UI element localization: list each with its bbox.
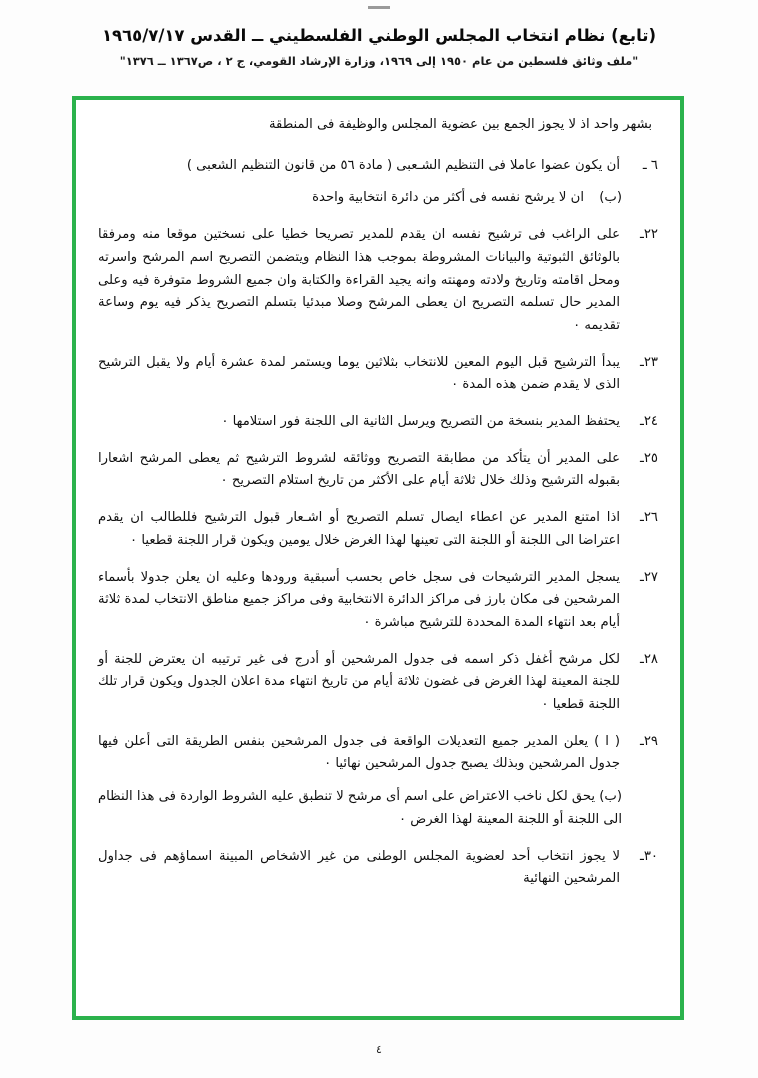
green-bordered-text-frame [72,96,684,1020]
paragraph-text: يبدأ الترشيح قبل اليوم المعين للانتخاب بثلاثين يوما ويستمر لمدة عشرة أيام ولا يقبل الترشيح الذى لا يقدم ضمن هذه المدة ٠ [98,354,620,393]
clause-item-29 [98,731,658,776]
clause-marker: ٣٠ـ [639,848,658,864]
paragraph-text: بشهر واحد اذ لا يجوز الجمع بين عضوية المجلس والوظيفة فى المنطقة [268,117,652,132]
clause-item-30 [98,846,658,891]
document-header [0,24,758,68]
paragraph-text: ( ا ) يعلن المدير جميع التعديلات الواقعة فى جدول المرشحين بنفس الطريقة التى أعلن فيها جدول المرشحين وبذلك يصبح جدول المرشحين نهائيا ٠ [98,733,620,772]
clause-marker: ٦ ـ [642,157,658,173]
clause-item-22 [98,224,658,338]
clause-marker: ٢٧ـ [639,569,658,585]
clause-marker: (ب) [599,190,622,206]
paragraph-text: لكل مرشح أغفل ذكر اسمه فى جدول المرشحين أو أدرج فى غير ترتيبه ان يعترض للجنة أو للجنة المعينة لهذا الغرض فى غضون ثلاثة أيام من تاريخ انتهاء مدة اعلان الجدول ويكون قرار تلك اللجنة قطعيا ٠ [98,651,620,713]
paragraph-text: على الراغب فى ترشيح نفسه ان يقدم للمدير تصريحا خطيا على نسختين موقعا منه ومرفقا بالوثائق الثبوتية والبيانات المشروطة بموجب هذا النظام ويتضمن التصريح اسم المرشح واسرته ومحل اقامته وتاريخ ولادته ومهنته وانه يجيد القراءة والكتابة وان جميع الشروط متوفرة فيه وعلى المدير حال تسلمه التصريح ان يعطى المرشح وصلا مبدئيا بتسلم التصريح يذكر فيه يوم وساعة تقديمه ٠ [98,227,620,333]
paragraph-text: يسجل المدير الترشيحات فى سجل خاص بحسب أسبقية ورودها وعليه ان يعلن جدولا بأسماء المرشحين فى مكان بارز فى مراكز الدائرة الانتخابية وفى مراكز جميع مناطق الانتخاب لمدة ثلاثة أيام بعد انتهاء المدة المحددة للترشيح مباشرة ٠ [98,569,620,630]
clause-marker: ٢٦ـ [639,510,658,526]
paragraph-text: اذا امتنع المدير عن اعطاء ايصال تسلم التصريح أو اشـعار قبول الترشيح فللطالب ان يقدم اعتراضا الى اللجنة أو اللجنة التى تعينها لهذا الغرض خلال يومين ويكون قرار اللجنة قطعيا ٠ [98,510,620,548]
clause-marker: ٢٥ـ [639,450,658,466]
clause-item-25 [98,448,658,493]
clause-item-28 [98,649,658,717]
paragraph-text: ان لا يرشح نفسه فى أكثر من دائرة انتخابية واحدة [312,190,584,206]
clause-item-26 [98,507,658,552]
paragraph-text: أن يكون عضوا عاملا فى التنظيم الشـعبى ( مادة ٥٦ من قانون التنظيم الشعبى ) [186,157,620,173]
clause-item-29-b [98,786,658,831]
clause-item-27 [98,567,658,635]
paragraph-text: على المدير أن يتأكد من مطابقة التصريح ووثائقه لشروط الترشيح ثم يعطى المرشح اشعارا بقبوله الترشيح وذلك خلال ثلاثة أيام على الأكثر من تاريخ استلام التصريح ٠ [98,450,620,489]
document-body [98,114,658,905]
paragraph-text: (ب) يحق لكل ناخب الاعتراض على اسم أى مرشح لا تنطبق عليه الشروط الواردة فى هذا النظام الى اللجنة أو اللجنة المعينة لهذا الغرض ٠ [98,789,622,827]
paragraph-text: لا يجوز انتخاب أحد لعضوية المجلس الوطنى من غير الاشخاص المبينة اسماؤهم فى جداول المرشحين النهائية [98,848,620,887]
clause-marker: ٢٨ـ [639,651,658,667]
page-title: (تابع) نظام انتخاب المجلس الوطني الفلسطيني ــ القدس ١٩٦٥/٧/١٧ [101,26,657,45]
document-source-line: "ملف وثائق فلسطين من عام ١٩٥٠ إلى ١٩٦٩، وزارة الإرشاد القومي، ج ٢ ، ص١٣٦٧ ــ ١٣٧٦" [119,54,639,69]
paragraph-continuation [98,114,658,137]
page-number: ٤ [376,1043,382,1056]
clause-item-23 [98,352,658,397]
clause-marker: ٢٤ـ [639,414,658,430]
clause-marker: ٢٣ـ [639,354,658,370]
clause-item-6 [98,155,658,178]
page-top-tick-mark [368,6,390,9]
paragraph-text: يحتفظ المدير بنسخة من التصريح ويرسل الثانية الى اللجنة فور استلامها ٠ [221,414,620,430]
clause-marker: ٢٢ـ [639,227,658,243]
clause-item-24 [98,411,658,434]
clause-item-b [98,187,658,210]
clause-marker: ٢٩ـ [639,733,658,749]
